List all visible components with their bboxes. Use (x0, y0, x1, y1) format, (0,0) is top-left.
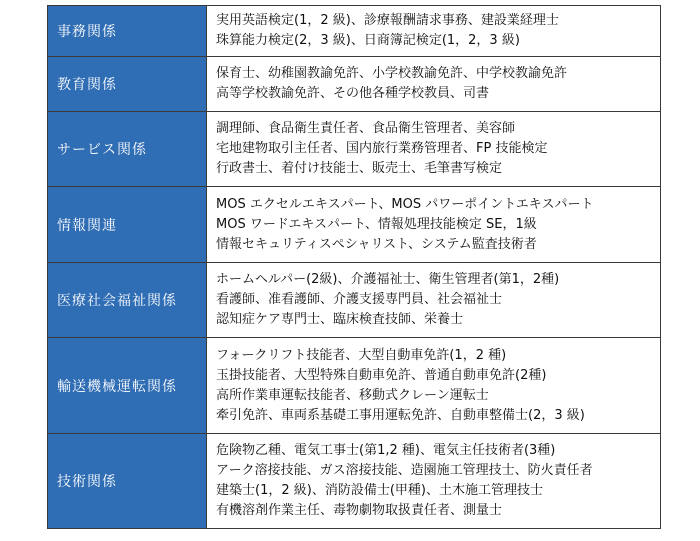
items-cell (207, 338, 661, 434)
list-item: 有機溶剤作業主任、毒物劇物取扱責任者、測量士 (216, 503, 503, 518)
list-item: 危険物乙種、電気工事士(第1,2 種)、電気主任技術者(3種) (216, 443, 556, 458)
list-item: 認知症ケア専門士、臨床検査技師、栄養士 (216, 312, 464, 327)
list-item: 建築士(1，2 級)、消防設備士(甲種)、土木施工管理技士 (216, 483, 543, 498)
list-item: 看護師、准看護師、介護支援専門員、社会福祉士 (216, 292, 503, 307)
list-item: 調理師、食品衛生責任者、食品衛生管理者、美容師 (216, 121, 516, 136)
list-item: 保育士、幼稚園教諭免許、小学校教諭免許、中学校教諭免許 (216, 66, 568, 81)
category-cell: サービス関係 (48, 112, 207, 187)
table-row-technical (48, 434, 661, 529)
list-item: フォークリフト技能者、大型自動車免許(1，2 種) (216, 347, 507, 363)
items-cell (207, 434, 661, 529)
table-row-information (48, 187, 661, 263)
list-item: 実用英語検定(1，2 級)、診療報酬請求事務、建設業経理士 (216, 13, 559, 28)
category-cell: 医療社会福祉関係 (48, 263, 207, 338)
table-row-office (48, 6, 661, 57)
table-row-transport-machinery (48, 338, 661, 434)
list-item: ホームヘルパー(2級)、介護福祉士、衛生管理者(第1，2種) (216, 272, 560, 287)
list-item: MOS エクセルエキスパート、MOS パワーポイントエキスパート (216, 196, 594, 212)
list-item: MOS ワードエキスパート、情報処理技能検定 SE，1級 (216, 216, 537, 232)
table-row-service (48, 112, 661, 187)
category-cell: 事務関係 (48, 6, 207, 57)
category-cell: 情報関連 (48, 187, 207, 263)
items-cell (207, 187, 661, 263)
list-item: 情報セキュリティスペシャリスト、システム監査技術者 (216, 236, 537, 252)
items-cell (207, 6, 661, 57)
category-cell: 輸送機械運転関係 (48, 338, 207, 434)
list-item: 牽引免許、車両系基礎工事用運転免許、自動車整備士(2，3 級) (216, 407, 585, 423)
table-row-medical-welfare (48, 263, 661, 338)
list-item: 宅地建物取引主任者、国内旅行業務管理者、FP 技能検定 (216, 141, 548, 156)
list-item: 玉掛技能者、大型特殊自動車免許、普通自動車免許(2種) (216, 367, 547, 383)
table-row-education (48, 57, 661, 112)
qualifications-table (47, 5, 661, 529)
list-item: アーク溶接技能、ガス溶接技能、造園施工管理技士、防火責任者 (216, 463, 593, 478)
list-item: 行政書士、着付け技能士、販売士、毛筆書写検定 (216, 161, 503, 176)
category-cell: 教育関係 (48, 57, 207, 112)
category-cell: 技術関係 (48, 434, 207, 529)
items-cell (207, 263, 661, 338)
items-cell (207, 57, 661, 112)
items-cell (207, 112, 661, 187)
list-item: 珠算能力検定(2，3 級)、日商簿記検定(1，2，3 級) (216, 33, 520, 48)
list-item: 高等学校教諭免許、その他各種学校教員、司書 (216, 86, 490, 101)
list-item: 高所作業車運転技能者、移動式クレーン運転士 (216, 387, 489, 403)
